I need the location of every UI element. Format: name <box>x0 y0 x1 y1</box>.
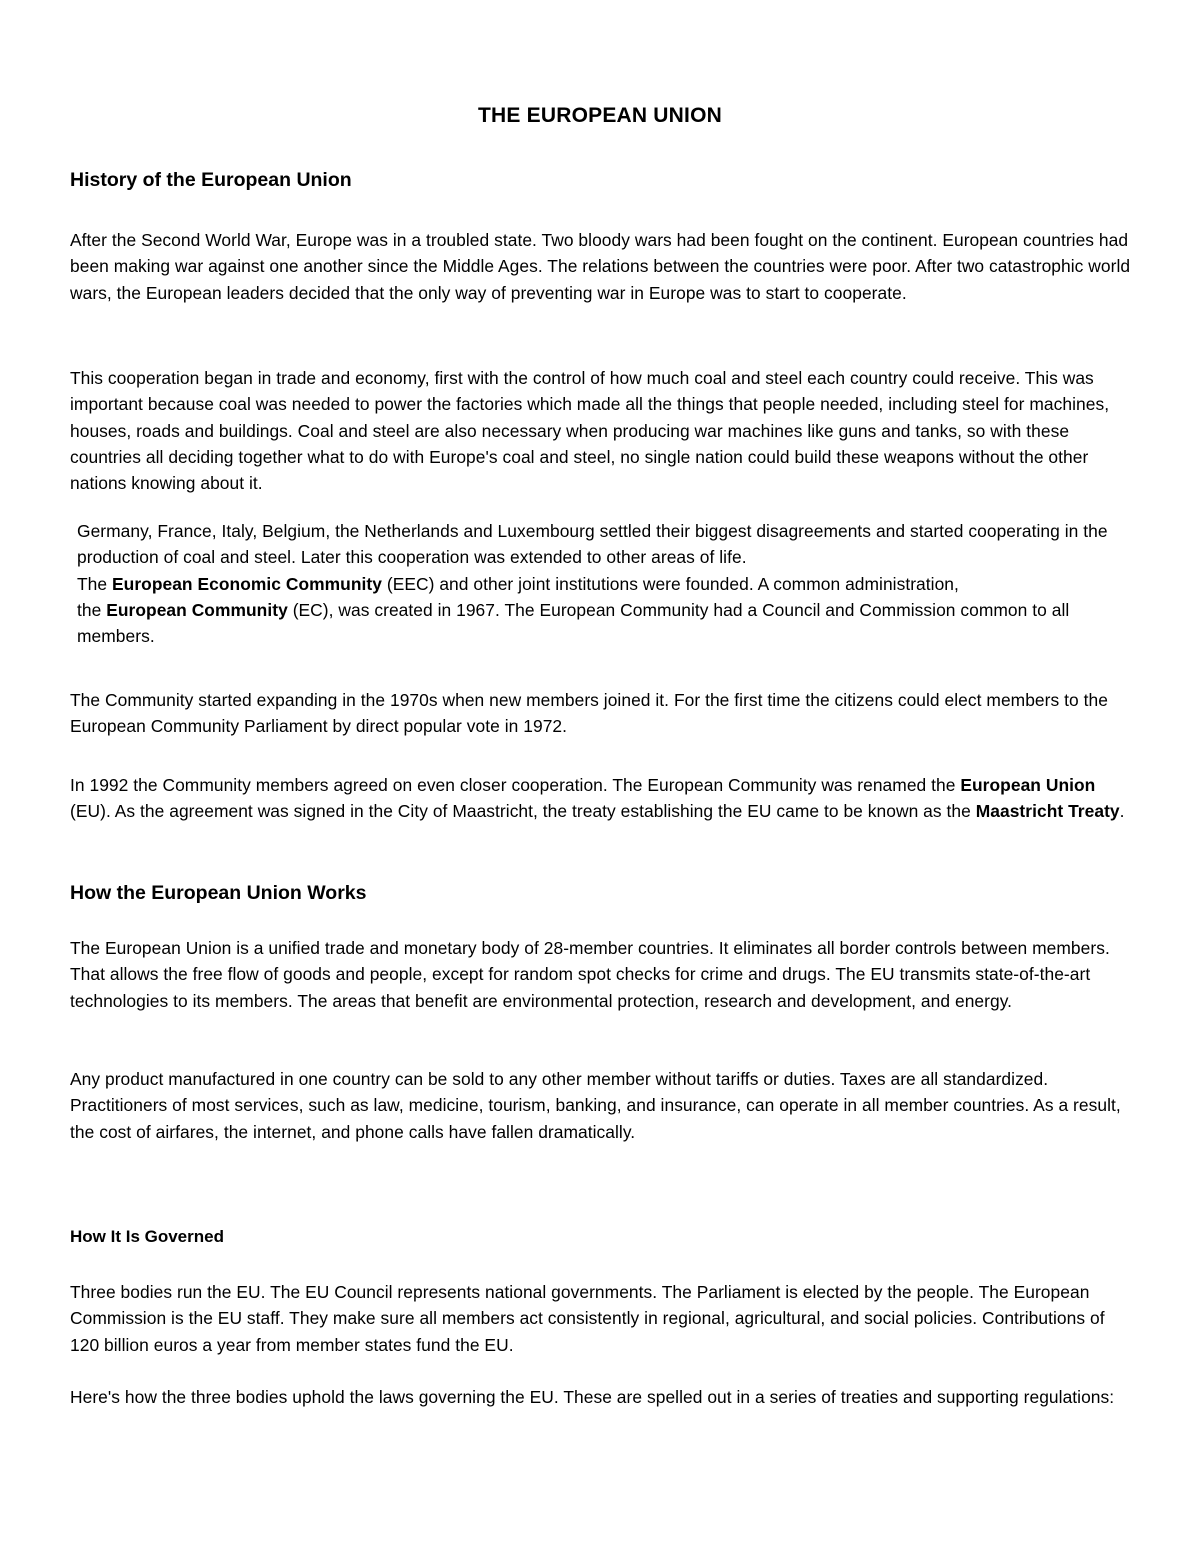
paragraph-maastricht <box>70 772 1135 825</box>
maastricht-start: In 1992 the Community members agreed on even closer cooperation. The European Community was renamed the <box>70 775 961 795</box>
paragraph-products: Any product manufactured in one country can be sold to any other member without tariffs or duties. Taxes are all standardized. Practitioners of most services, such as law, medicine, tourism, banking, and insurance, can operate in all member countries. As a result, the cost of airfares, the internet, and phone calls have fallen dramatically. <box>70 1069 1121 1142</box>
paragraph-unified-body: The European Union is a unified trade and monetary body of 28-member countries. It eliminates all border controls between members. That allows the free flow of goods and people, except for random spot checks for crime and drugs. The EU transmits state-of-the-art technologies to its members. The areas that benefit are environmental protection, research and development, and energy. <box>70 938 1110 1011</box>
the-prefix-1: The <box>77 573 112 594</box>
ec-term: European Community <box>106 599 288 620</box>
founding-text: Germany, France, Italy, Belgium, the Netherlands and Luxembourg settled their biggest disagreements and started cooperating in the production of coal and steel. Later this cooperation was extended to other areas of life. <box>77 521 1108 568</box>
eec-term: European Economic Community <box>112 573 382 594</box>
document-title: THE EUROPEAN UNION <box>478 104 722 127</box>
paragraph-founding <box>77 518 1135 649</box>
works-heading: How the European Union Works <box>70 882 367 904</box>
paragraph-coal-steel: This cooperation began in trade and economy, first with the control of how much coal and steel each country could receive. This was important because coal was needed to power the factories which made all the things that people needed, including steel for machines, houses, roads and buildings. Coal and steel are also necessary when producing war machines like guns and tanks, so with these countries all deciding together what to do with Europe's coal and steel, no single nation could build these weapons without the other nations knowing about it. <box>70 368 1110 494</box>
maastricht-end: . <box>1119 801 1125 822</box>
paragraph-three-bodies: Three bodies run the EU. The EU Council represents national governments. The Parliament is elected by the people. The European Commission is the EU staff. They make sure all members act consistently in regional, agricultural, and social policies. Contributions of 120 billion euros a year from member states fund the EU. <box>70 1282 1105 1355</box>
maastricht-middle: (EU). As the agreement was signed in the City of Maastricht, the treaty establishing the EU came to be known as the <box>70 801 976 822</box>
paragraph-postwar: After the Second World War, Europe was in a troubled state. Two bloody wars had been fought on the continent. European countries had been making war against one another since the Middle Ages. The relations between the countries were poor. After two catastrophic world wars, the European leaders decided that the only way of preventing war in Europe was to start to cooperate. <box>70 230 1131 303</box>
maastricht-treaty-term: Maastricht Treaty <box>975 801 1120 822</box>
history-heading: History of the European Union <box>70 169 352 191</box>
paragraph-expansion: The Community started expanding in the 1970s when new members joined it. For the first time the citizens could elect members to the European Community Parliament by direct popular vote in 1972. <box>70 690 1108 737</box>
the-prefix-2: the <box>77 599 107 620</box>
eec-rest: (EEC) and other joint institutions were founded. A common administration, <box>381 573 959 594</box>
governed-heading: How It Is Governed <box>70 1227 224 1246</box>
ec-rest: (EC), was created in 1967. The European Community had a Council and Commission common to all members. <box>77 599 1070 647</box>
paragraph-laws: Here's how the three bodies uphold the laws governing the EU. These are spelled out in a series of treaties and supporting regulations: <box>70 1387 1115 1407</box>
eu-term: European Union <box>960 775 1096 795</box>
